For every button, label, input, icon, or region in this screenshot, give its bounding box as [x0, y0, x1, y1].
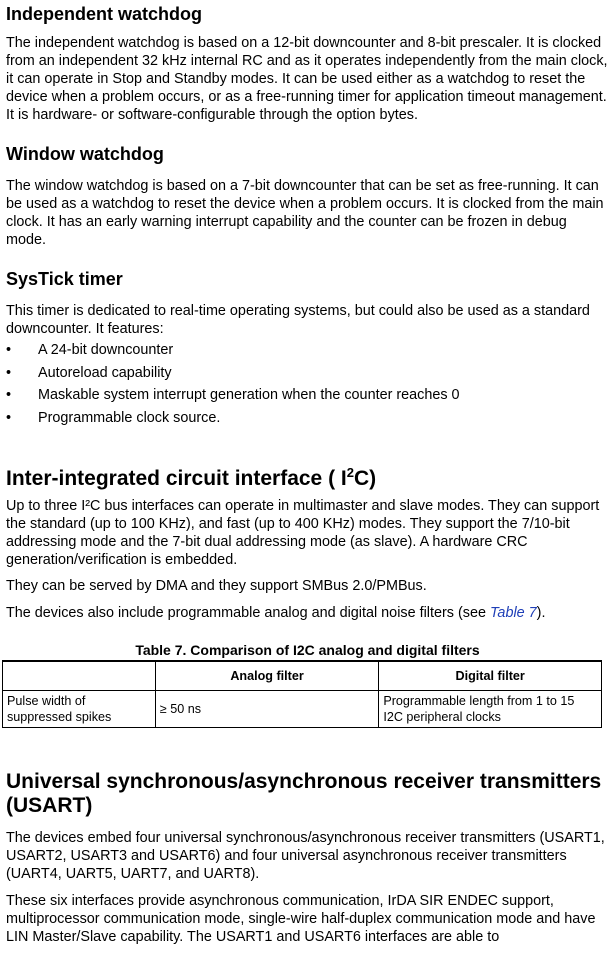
section-heading-i2c: Inter-integrated circuit interface ( $I^2C$)	[6, 465, 377, 490]
i2c-filter-comparison-table	[2, 660, 602, 728]
list-item: • Autoreload capability	[6, 362, 609, 385]
table-7-link[interactable]: Table 7	[489, 605, 537, 621]
table-cell: Programmable length from 1 to 15 I2C peripheral clocks	[379, 691, 602, 728]
usart-paragraph-2: These six interfaces provide asynchronous communication, IrDA SIR ENDEC support, multiprocessor communication mode, single-wire half-duplex communication mode and have LIN Master/Slave capability. The USART1 and USART6 interfaces are able to	[6, 893, 596, 945]
section-heading-window-watchdog: Window watchdog	[6, 144, 164, 164]
window-watchdog-paragraph: The window watchdog is based on a 7-bit downcounter that can be set as free-running. It can be used as a watchdog to reset the device when a problem occurs. It is clocked from the main clock. It has an early warning interrupt capability and the counter can be frozen in debug mode.	[6, 178, 604, 248]
i2c-paragraph-3: The devices also include programmable analog and digital noise filters (see Table 7).	[6, 605, 546, 621]
list-item: • A 24-bit downcounter	[6, 339, 609, 362]
section-heading-systick-timer: SysTick timer	[6, 269, 123, 289]
table-cell: ≥ 50 ns	[155, 691, 379, 728]
list-item: • Programmable clock source.	[6, 407, 609, 430]
bullet-icon: •	[6, 342, 12, 358]
table-cell: Pulse width of suppressed spikes	[3, 691, 156, 728]
systick-feature-list	[6, 339, 609, 429]
usart-paragraph-1: The devices embed four universal synchronous/asynchronous receiver transmitters (USART1, USART2, USART3 and USART6) and four universal asynchronous receiver transmitters (UART4, UART5, UART7, and UART8).	[6, 830, 605, 882]
section-heading-usart: Universal synchronous/asynchronous receiver transmitters (USART)	[6, 770, 602, 817]
bullet-icon: •	[6, 364, 12, 381]
list-item: • Maskable system interrupt generation when the counter reaches 0	[6, 384, 609, 407]
table-header-cell: Analog filter	[155, 661, 379, 691]
bullet-icon: •	[6, 387, 12, 403]
bullet-icon: •	[6, 409, 12, 426]
table-header-cell: Digital filter	[379, 661, 602, 691]
table-header-cell	[3, 661, 156, 691]
i2c-paragraph-2: They can be served by DMA and they support SMBus 2.0/PMBus.	[6, 578, 427, 594]
independent-watchdog-paragraph: The independent watchdog is based on a 12-bit downcounter and 8-bit prescaler. It is clocked from an independent 32 kHz internal RC and as it operates independently from the main clock, it can operate in Stop and Standby modes. It can be used either as a watchdog to reset the device when a problem occurs, or as a free-running timer for application timeout management. It is hardware- or software-configurable through the option bytes.	[6, 35, 608, 123]
systick-intro-paragraph: This timer is dedicated to real-time operating systems, but could also be used as a standard downcounter. It features:	[6, 303, 590, 337]
i2c-paragraph-1: Up to three I²C bus interfaces can operate in multimaster and slave modes. They can support the standard (up to 100 KHz), and fast (up to 400 KHz) modes. They support the 7/10-bit addressing mode and the 7-bit dual addressing mode (as slave). A hardware CRC generation/verification is embedded.	[6, 498, 600, 568]
table-row	[3, 691, 602, 728]
table-caption: Table 7. Comparison of I2C analog and digital filters	[135, 642, 480, 658]
section-heading-independent-watchdog: Independent watchdog	[6, 4, 202, 24]
table-header-row	[3, 661, 602, 691]
